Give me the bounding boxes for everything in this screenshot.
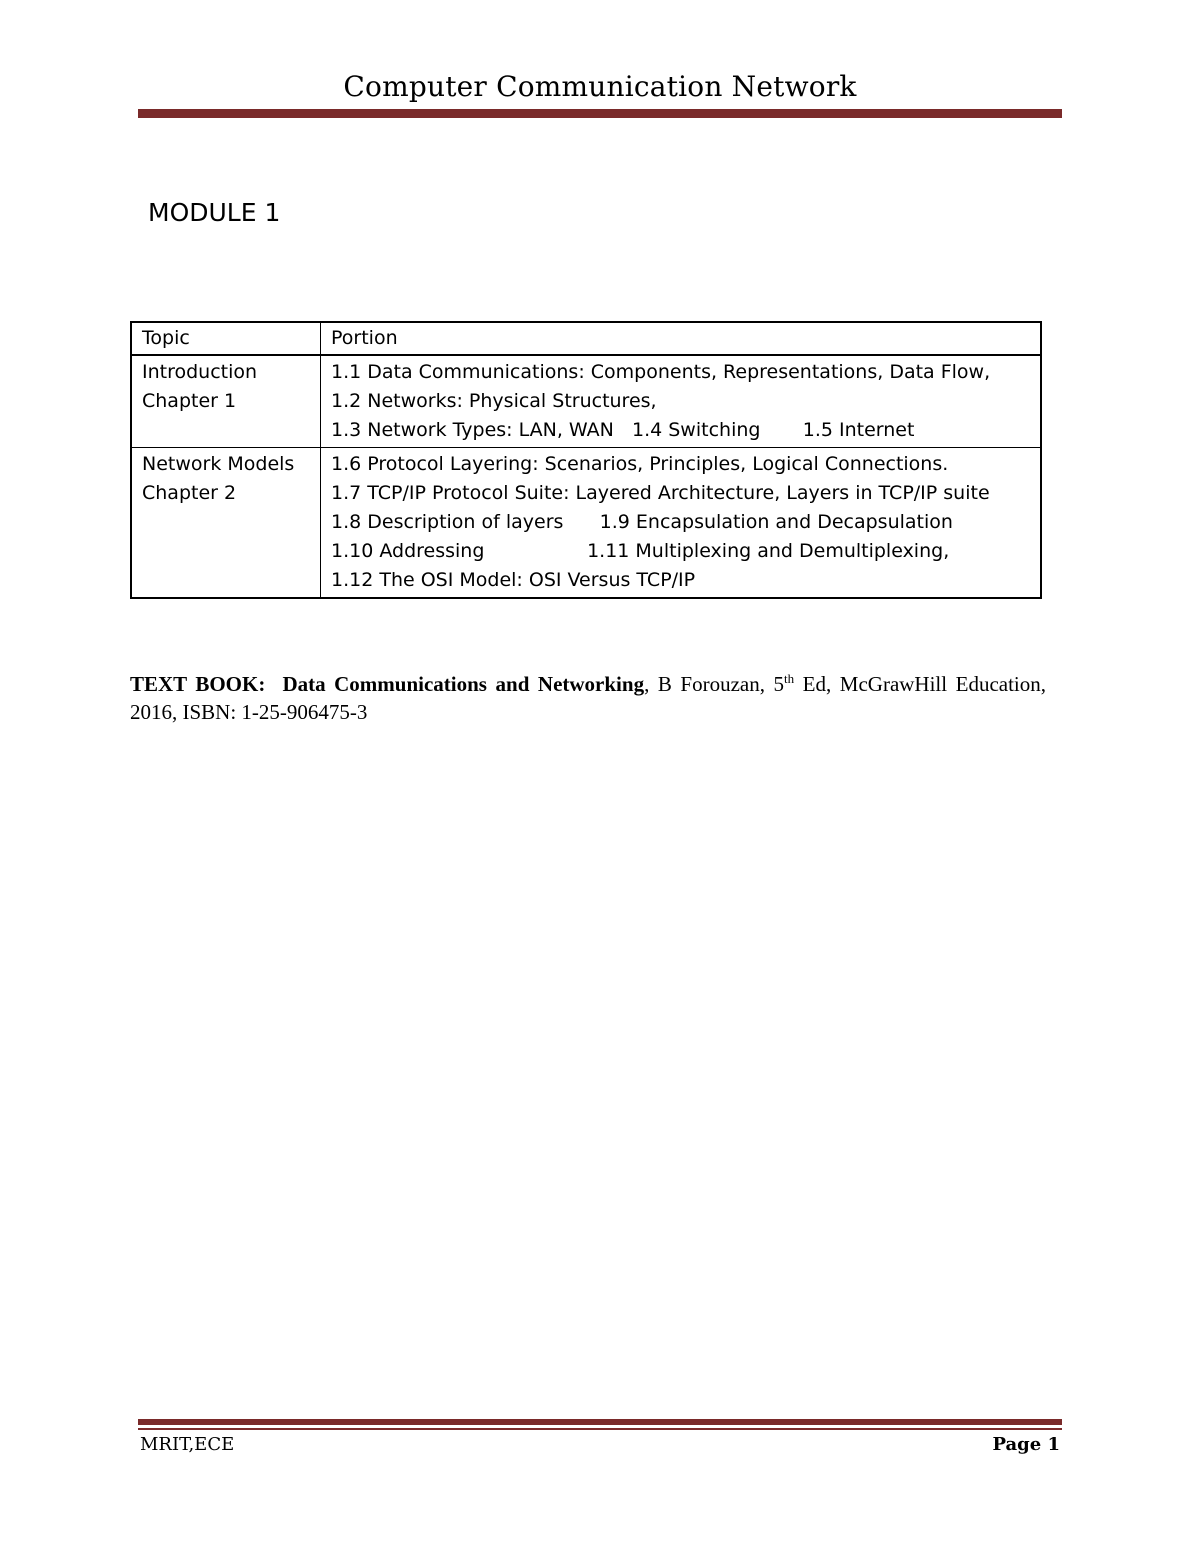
topic-cell xyxy=(131,355,321,448)
footer-institution: MRIT,ECE xyxy=(140,1434,235,1455)
portion-line: 1.1 Data Communications: Components, Representations, Data Flow, xyxy=(331,361,991,383)
textbook-label: TEXT BOOK: xyxy=(130,672,266,696)
table-row xyxy=(131,355,1041,448)
portion-line: 1.6 Protocol Layering: Scenarios, Principles, Logical Connections. xyxy=(331,453,949,475)
topic-name: Introduction xyxy=(142,361,258,383)
portion-line: 1.7 TCP/IP Protocol Suite: Layered Architecture, Layers in TCP/IP suite xyxy=(331,482,990,504)
topic-cell xyxy=(131,448,321,599)
column-header-topic: Topic xyxy=(131,322,321,355)
textbook-reference xyxy=(130,670,1046,726)
portion-line: 1.2 Networks: Physical Structures, xyxy=(331,390,657,412)
footer-divider xyxy=(138,1419,1062,1425)
table-row xyxy=(131,448,1041,599)
module-title: MODULE 1 xyxy=(148,198,281,227)
textbook-details: Ed, McGrawHill Education, 2016, ISBN: 1-25-906475-3 xyxy=(130,672,1047,724)
topic-chapter: Chapter 1 xyxy=(142,390,237,412)
topic-chapter: Chapter 2 xyxy=(142,482,237,504)
portion-line: 1.3 Network Types: LAN, WAN 1.4 Switching 1.5 Internet xyxy=(331,419,915,441)
column-header-portion: Portion xyxy=(321,322,1042,355)
portion-line: 1.8 Description of layers 1.9 Encapsulation and Decapsulation xyxy=(331,511,953,533)
header-divider xyxy=(138,109,1062,118)
portion-line: 1.10 Addressing 1.11 Multiplexing and Demultiplexing, xyxy=(331,540,950,562)
portion-cell xyxy=(321,448,1042,599)
textbook-title: Data Communications and Networking xyxy=(282,672,645,696)
syllabus-table xyxy=(130,321,1042,599)
table-header-row xyxy=(131,322,1041,355)
portion-line: 1.12 The OSI Model: OSI Versus TCP/IP xyxy=(331,569,696,591)
textbook-edition-suffix: th xyxy=(784,671,795,686)
footer-divider-thin xyxy=(138,1428,1062,1430)
page-number: Page 1 xyxy=(992,1434,1060,1455)
portion-cell xyxy=(321,355,1042,448)
page-header-title: Computer Communication Network xyxy=(343,70,857,103)
topic-name: Network Models xyxy=(142,453,295,475)
textbook-author: , B Forouzan, 5 xyxy=(644,672,785,696)
